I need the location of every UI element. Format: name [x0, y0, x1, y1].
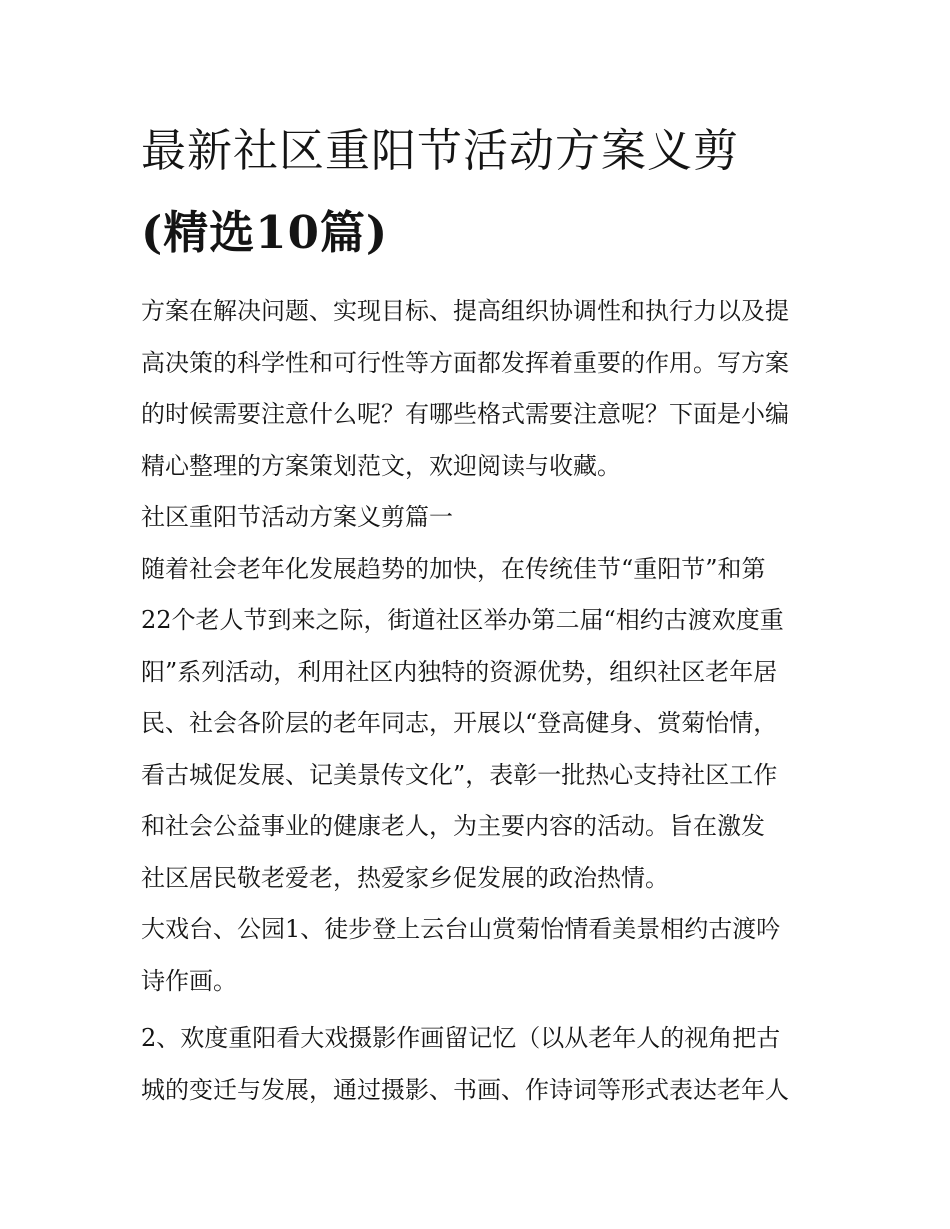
body-line: 方案在解决问题、实现目标、提高组织协调性和执行力以及提 [141, 297, 789, 325]
title-line-2: (精选10篇) [141, 206, 389, 259]
body-line: 民、社会各阶层的老年同志，开展以“登高健身、赏菊怡情， [141, 709, 778, 737]
body-line: 阳”系列活动，利用社区内独特的资源优势，组织社区老年居 [141, 657, 778, 686]
body-line: 看古城促发展、记美景传文化”，表彰一批热心支持社区工作 [141, 760, 778, 789]
section-heading: 社区重阳节活动方案义剪篇一 [141, 503, 453, 531]
body-line: 2、欢度重阳看大戏摄影作画留记忆（以从老年人的视角把古 [141, 1024, 781, 1052]
body-line: 城的变迁与发展，通过摄影、书画、作诗词等形式表达老年人 [141, 1075, 789, 1104]
body-line: 随着社会老年化发展趋势的加快，在传统佳节“重阳节”和第 [141, 554, 766, 583]
document-body [141, 286, 813, 1116]
body-line: 精心整理的方案策划范文，欢迎阅读与收藏。 [141, 451, 621, 480]
document-title [141, 110, 813, 274]
body-line: 和社会公益事业的健康老人，为主要内容的活动。旨在激发 [141, 812, 765, 840]
body-line: 22个老人节到来之际，街道社区举办第二届“相约古渡欢度重 [141, 606, 784, 634]
body-line: 高决策的科学性和可行性等方面都发挥着重要的作用。写方案 [141, 348, 789, 377]
document-page [141, 110, 813, 1116]
body-line: 社区居民敬老爱老，热爱家乡促发展的政治热情。 [141, 863, 669, 892]
body-line: 诗作画。 [141, 966, 237, 995]
title-line-1: 最新社区重阳节活动方案义剪 [141, 124, 740, 177]
body-line: 的时候需要注意什么呢？有哪些格式需要注意呢？下面是小编 [141, 400, 789, 428]
body-line: 大戏台、公园1、徒步登上云台山赏菊怡情看美景相约古渡吟 [141, 915, 781, 943]
